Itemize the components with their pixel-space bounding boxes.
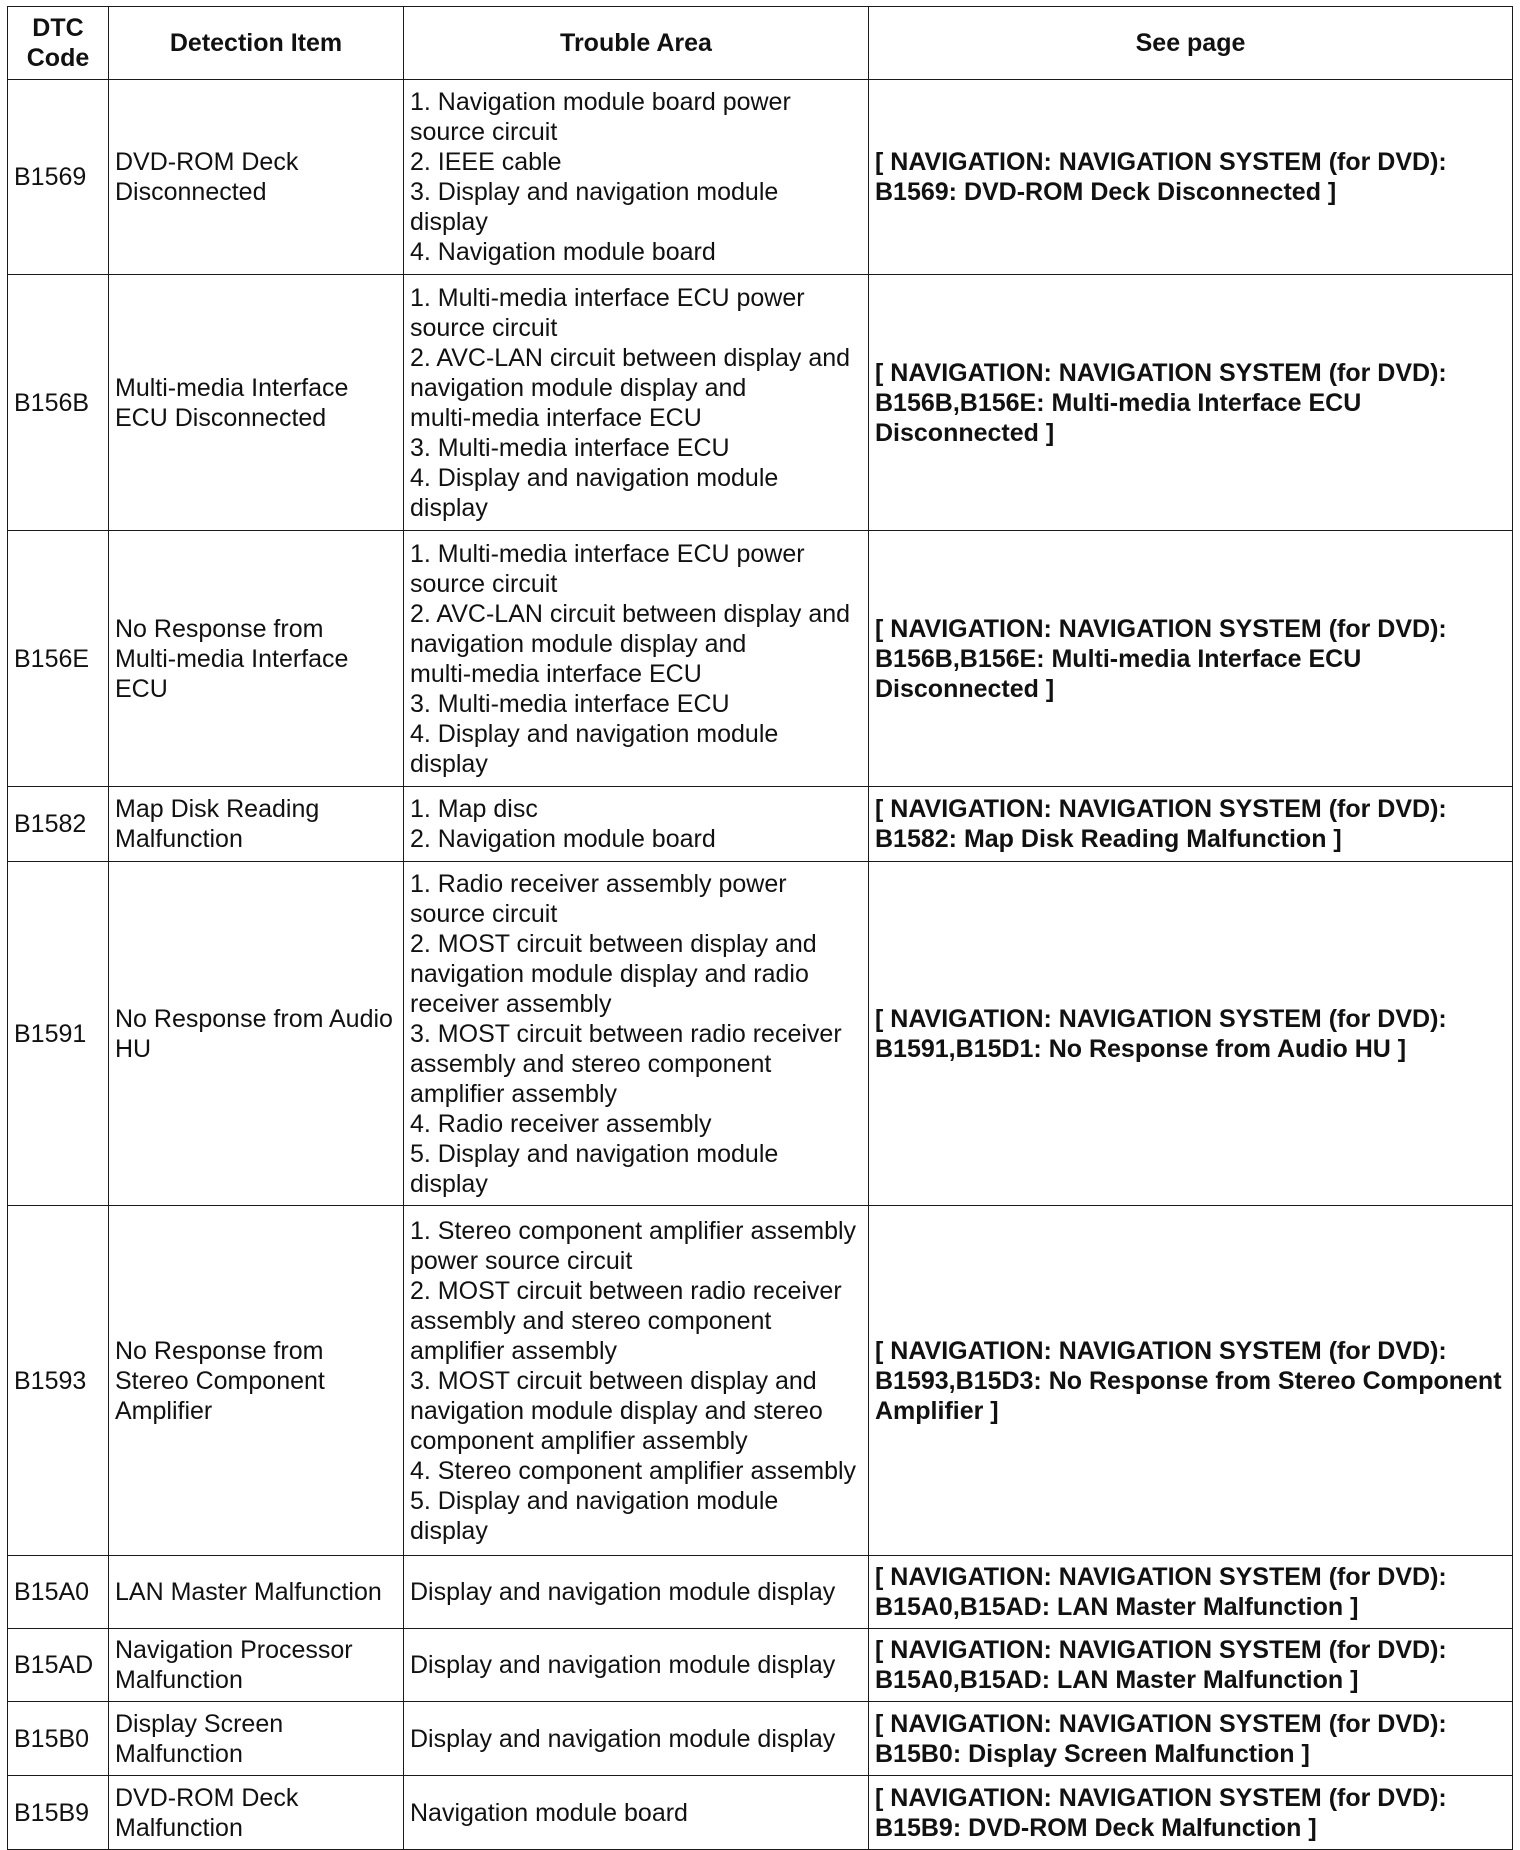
table-row bbox=[8, 862, 1513, 1206]
text-line: B156B,B156E: Multi-media Interface ECU bbox=[875, 388, 1362, 417]
dtc-code-cell: B1582 bbox=[8, 787, 109, 862]
text-line: Disconnected bbox=[115, 178, 267, 206]
text-line: 2. MOST circuit between display and bbox=[410, 929, 817, 958]
header-dtc-code-line1: DTC bbox=[32, 14, 84, 42]
text-line: 4. Radio receiver assembly bbox=[410, 1109, 712, 1138]
table-body bbox=[8, 80, 1513, 1850]
text-line: LAN Master Malfunction bbox=[115, 1578, 382, 1606]
trouble-area-cell bbox=[404, 862, 869, 1206]
text-line: Display and navigation module display bbox=[410, 1651, 836, 1679]
table-row bbox=[8, 787, 1513, 862]
text-line: source circuit bbox=[410, 569, 558, 598]
text-line: B15B0: Display Screen Malfunction ] bbox=[875, 1739, 1310, 1768]
trouble-area-cell bbox=[404, 1629, 869, 1702]
detection-item-cell bbox=[109, 862, 404, 1206]
detection-item-cell bbox=[109, 1556, 404, 1629]
text-line: B15B9: DVD-ROM Deck Malfunction ] bbox=[875, 1813, 1317, 1842]
text-line: ECU bbox=[115, 674, 168, 703]
text-line: [ NAVIGATION: NAVIGATION SYSTEM (for DVD): bbox=[875, 1563, 1447, 1591]
text-line: Amplifier ] bbox=[875, 1396, 999, 1425]
text-line: 4. Navigation module board bbox=[410, 238, 716, 266]
text-line: receiver assembly bbox=[410, 989, 612, 1018]
text-line: 2. AVC-LAN circuit between display and bbox=[410, 599, 851, 628]
text-line: No Response from bbox=[115, 614, 324, 643]
text-line: 4. Stereo component amplifier assembly bbox=[410, 1456, 857, 1485]
text-line: Disconnected ] bbox=[875, 418, 1055, 447]
text-line: Navigation module board bbox=[410, 1798, 688, 1827]
dtc-code-cell: B15B0 bbox=[8, 1702, 109, 1776]
text-line: assembly and stereo component bbox=[410, 1049, 772, 1078]
text-line: navigation module display and stereo bbox=[410, 1396, 823, 1425]
detection-item-cell bbox=[109, 531, 404, 787]
text-line: B1593,B15D3: No Response from Stereo Component bbox=[875, 1366, 1502, 1395]
text-line: display bbox=[410, 493, 488, 522]
see-page-link[interactable] bbox=[869, 1206, 1513, 1556]
see-page-link[interactable] bbox=[869, 1776, 1513, 1850]
header-see-page: See page bbox=[869, 7, 1513, 80]
text-line: 1. Multi-media interface ECU power bbox=[410, 539, 805, 568]
detection-item-cell bbox=[109, 1206, 404, 1556]
text-line: [ NAVIGATION: NAVIGATION SYSTEM (for DVD): bbox=[875, 358, 1447, 387]
header-dtc-code bbox=[8, 7, 109, 80]
text-line: Malfunction bbox=[115, 1739, 243, 1768]
table-row bbox=[8, 1629, 1513, 1702]
text-line: display bbox=[410, 1169, 488, 1198]
dtc-code-cell: B15B9 bbox=[8, 1776, 109, 1850]
text-line: source circuit bbox=[410, 313, 558, 342]
text-line: [ NAVIGATION: NAVIGATION SYSTEM (for DVD): bbox=[875, 614, 1447, 643]
text-line: ECU Disconnected bbox=[115, 403, 327, 432]
text-line: source circuit bbox=[410, 899, 558, 928]
text-line: [ NAVIGATION: NAVIGATION SYSTEM (for DVD): bbox=[875, 1336, 1447, 1365]
text-line: B15A0,B15AD: LAN Master Malfunction ] bbox=[875, 1593, 1359, 1621]
text-line: B1582: Map Disk Reading Malfunction ] bbox=[875, 825, 1342, 853]
text-line: 3. MOST circuit between display and bbox=[410, 1366, 817, 1395]
see-page-link[interactable] bbox=[869, 531, 1513, 787]
text-line: Map Disk Reading bbox=[115, 795, 320, 823]
text-line: B1591,B15D1: No Response from Audio HU ] bbox=[875, 1034, 1407, 1063]
text-line: B15A0,B15AD: LAN Master Malfunction ] bbox=[875, 1666, 1359, 1694]
dtc-table bbox=[7, 6, 1513, 1850]
text-line: assembly and stereo component bbox=[410, 1306, 772, 1335]
text-line: B156B,B156E: Multi-media Interface ECU bbox=[875, 644, 1362, 673]
table-row bbox=[8, 1702, 1513, 1776]
trouble-area-cell bbox=[404, 1776, 869, 1850]
trouble-area-cell bbox=[404, 1702, 869, 1776]
text-line: display bbox=[410, 208, 488, 236]
text-line: 3. Multi-media interface ECU bbox=[410, 689, 730, 718]
text-line: 1. Radio receiver assembly power bbox=[410, 869, 787, 898]
table-header-row bbox=[8, 7, 1513, 80]
text-line: source circuit bbox=[410, 118, 558, 146]
see-page-link[interactable] bbox=[869, 275, 1513, 531]
text-line: multi-media interface ECU bbox=[410, 659, 702, 688]
text-line: Display Screen bbox=[115, 1709, 284, 1738]
text-line: 3. Display and navigation module bbox=[410, 178, 779, 206]
detection-item-cell bbox=[109, 1702, 404, 1776]
text-line: navigation module display and radio bbox=[410, 959, 809, 988]
text-line: [ NAVIGATION: NAVIGATION SYSTEM (for DVD): bbox=[875, 795, 1447, 823]
text-line: power source circuit bbox=[410, 1246, 633, 1275]
text-line: 5. Display and navigation module bbox=[410, 1139, 779, 1168]
see-page-link[interactable] bbox=[869, 80, 1513, 275]
text-line: No Response from Audio bbox=[115, 1004, 393, 1033]
text-line: [ NAVIGATION: NAVIGATION SYSTEM (for DVD): bbox=[875, 1004, 1447, 1033]
text-line: B1569: DVD-ROM Deck Disconnected ] bbox=[875, 178, 1337, 206]
dtc-code-cell: B15A0 bbox=[8, 1556, 109, 1629]
text-line: Display and navigation module display bbox=[410, 1724, 836, 1753]
see-page-link[interactable] bbox=[869, 1629, 1513, 1702]
text-line: No Response from bbox=[115, 1336, 324, 1365]
text-line: amplifier assembly bbox=[410, 1336, 618, 1365]
dtc-code-cell: B1593 bbox=[8, 1206, 109, 1556]
dtc-code-cell: B1591 bbox=[8, 862, 109, 1206]
text-line: Malfunction bbox=[115, 1813, 243, 1842]
text-line: Stereo Component bbox=[115, 1366, 325, 1395]
text-line: Amplifier bbox=[115, 1396, 213, 1425]
detection-item-cell bbox=[109, 275, 404, 531]
text-line: 1. Stereo component amplifier assembly bbox=[410, 1216, 857, 1245]
text-line: navigation module display and bbox=[410, 373, 747, 402]
table-row bbox=[8, 531, 1513, 787]
text-line: display bbox=[410, 1516, 488, 1545]
text-line: Navigation Processor bbox=[115, 1636, 353, 1664]
header-detection-item: Detection Item bbox=[109, 7, 404, 80]
table-row bbox=[8, 1206, 1513, 1556]
see-page-link[interactable] bbox=[869, 862, 1513, 1206]
text-line: 1. Map disc bbox=[410, 795, 538, 823]
header-dtc-code-line2: Code bbox=[26, 44, 90, 72]
dtc-code-cell: B156B bbox=[8, 275, 109, 531]
text-line: 3. MOST circuit between radio receiver bbox=[410, 1019, 842, 1048]
trouble-area-cell bbox=[404, 531, 869, 787]
text-line: navigation module display and bbox=[410, 629, 747, 658]
table-row bbox=[8, 275, 1513, 531]
detection-item-cell bbox=[109, 1629, 404, 1702]
text-line: 4. Display and navigation module bbox=[410, 463, 779, 492]
text-line: Multi-media Interface bbox=[115, 373, 349, 402]
text-line: 5. Display and navigation module bbox=[410, 1486, 779, 1515]
text-line: HU bbox=[115, 1034, 152, 1063]
text-line: [ NAVIGATION: NAVIGATION SYSTEM (for DVD): bbox=[875, 1636, 1447, 1664]
see-page-link[interactable] bbox=[869, 1556, 1513, 1629]
text-line: 3. Multi-media interface ECU bbox=[410, 433, 730, 462]
trouble-area-cell bbox=[404, 80, 869, 275]
dtc-code-cell: B156E bbox=[8, 531, 109, 787]
text-line: Malfunction bbox=[115, 1666, 243, 1694]
text-line: 2. AVC-LAN circuit between display and bbox=[410, 343, 851, 372]
text-line: multi-media interface ECU bbox=[410, 403, 702, 432]
dtc-code-cell: B15AD bbox=[8, 1629, 109, 1702]
detection-item-cell bbox=[109, 1776, 404, 1850]
text-line: DVD-ROM Deck bbox=[115, 148, 299, 176]
detection-item-cell bbox=[109, 80, 404, 275]
text-line: 4. Display and navigation module bbox=[410, 719, 779, 748]
text-line: Multi-media Interface bbox=[115, 644, 349, 673]
text-line: 1. Multi-media interface ECU power bbox=[410, 283, 805, 312]
text-line: component amplifier assembly bbox=[410, 1426, 748, 1455]
text-line: amplifier assembly bbox=[410, 1079, 618, 1108]
text-line: 2. Navigation module board bbox=[410, 825, 716, 853]
detection-item-cell bbox=[109, 787, 404, 862]
text-line: Malfunction bbox=[115, 825, 243, 853]
table-row bbox=[8, 80, 1513, 275]
trouble-area-cell bbox=[404, 275, 869, 531]
see-page-link[interactable] bbox=[869, 787, 1513, 862]
text-line: Display and navigation module display bbox=[410, 1578, 836, 1606]
trouble-area-cell bbox=[404, 1206, 869, 1556]
see-page-link[interactable] bbox=[869, 1702, 1513, 1776]
text-line: 1. Navigation module board power bbox=[410, 88, 791, 116]
text-line: [ NAVIGATION: NAVIGATION SYSTEM (for DVD): bbox=[875, 1709, 1447, 1738]
table-row bbox=[8, 1776, 1513, 1850]
text-line: [ NAVIGATION: NAVIGATION SYSTEM (for DVD): bbox=[875, 1783, 1447, 1812]
text-line: [ NAVIGATION: NAVIGATION SYSTEM (for DVD): bbox=[875, 148, 1447, 176]
trouble-area-cell bbox=[404, 787, 869, 862]
text-line: 2. MOST circuit between radio receiver bbox=[410, 1276, 842, 1305]
text-line: 2. IEEE cable bbox=[410, 148, 562, 176]
header-trouble-area: Trouble Area bbox=[404, 7, 869, 80]
text-line: Disconnected ] bbox=[875, 674, 1055, 703]
table-row bbox=[8, 1556, 1513, 1629]
trouble-area-cell bbox=[404, 1556, 869, 1629]
dtc-code-cell: B1569 bbox=[8, 80, 109, 275]
text-line: DVD-ROM Deck bbox=[115, 1783, 299, 1812]
text-line: display bbox=[410, 749, 488, 778]
